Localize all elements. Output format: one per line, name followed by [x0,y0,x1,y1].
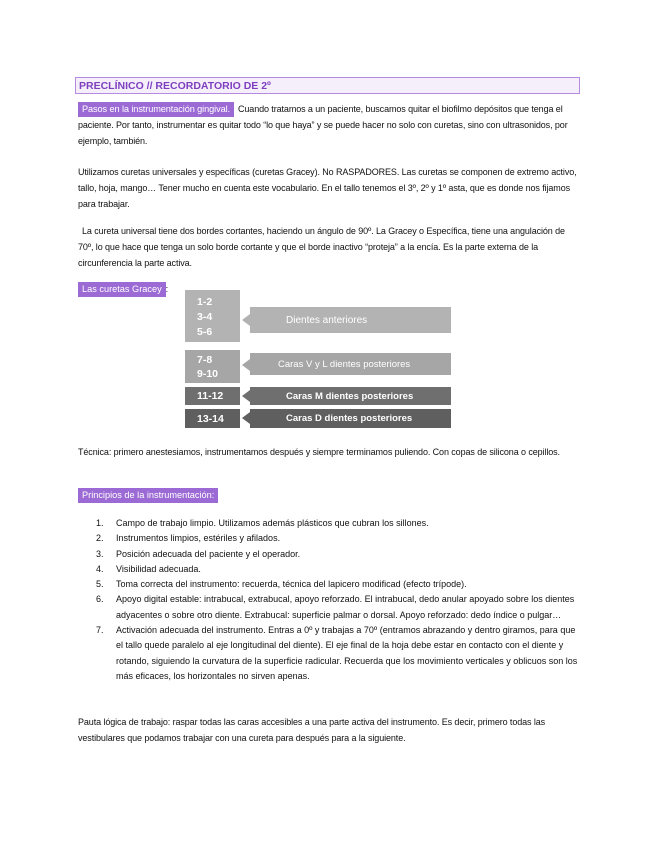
principios-heading [78,488,222,503]
list-item-text: Campo de trabajo limpio. Utilizamos además plásticos que cubran los sillones. [116,518,429,528]
gracey-number: 5-6 [197,326,213,338]
gracey-number: 1-2 [197,296,213,308]
list-item-text: Toma correcta del instrumento: recuerda, técnica del lapicero modificad (efecto trípode). [116,579,467,590]
list-item [96,562,580,577]
gracey-number: 9-10 [197,368,219,380]
gracey-number: 11-12 [197,390,224,402]
list-item [96,577,580,592]
arrow-left-icon [242,359,250,371]
gracey-diagram [185,290,451,430]
arrow-left-icon [242,314,250,326]
gracey-row-2-label: Caras V y L dientes posteriores [250,353,451,375]
paragraph-pauta: Pauta lógica de trabajo: raspar todas las caras accesibles a una parte activa del instrumento. Es decir, primero todas las vestibulares que podamos trabajar con una cureta para después para a la siguiente. [78,717,546,743]
section-tag-gracey: Las curetas Gracey [78,282,166,297]
list-item-text: Visibilidad adecuada. [116,563,201,574]
list-item-text: Instrumentos limpios, estériles y afilados. [116,533,281,544]
list-item-text: Posición adecuada del paciente y el operador. [116,548,301,559]
gracey-row-3-label: Caras M dientes posteriores [250,387,451,405]
gracey-row-3-numbers [185,389,239,403]
section1-text: Cuando tratamos a un paciente, buscamos quitar el biofilmo depósitos que tenga el paciente. Por tanto, instrumentar es quitar todo “lo que haya” y se puede hacer no solo con curetas, sino con ultrasonidos, por ejemplo, también. [78,104,568,146]
gracey-row-4-numbers [185,412,239,426]
list-item [96,623,580,684]
section-instrumentacion-gingival [78,101,580,149]
gracey-number: 13-14 [197,413,224,425]
principios-list [96,516,580,684]
paragraph-cureta-universal: La cureta universal tiene dos bordes cortantes, haciendo un ángulo de 90º. La Gracey o Específica, tiene una angulación de 70º, lo que hace que tenga un solo borde cortante y que el borde inactivo “proteja” a la encía. Es la parte externa de la circunferencia la parte activa. [78,226,565,268]
section-tag-principios: Principios de la instrumentación: [78,488,218,503]
gracey-row-2-numbers [185,353,239,381]
page-title: PRECLÍNICO // RECORDATORIO DE 2º [75,77,580,94]
paragraph-tecnica: Técnica: primero anestesiamos, instrumentamos después y siempre terminamos puliendo. Con copas de silicona o cepillos. [78,447,560,457]
gracey-heading [78,282,168,297]
section-tag-pasos: Pasos en la instrumentación gingival. [78,102,234,117]
list-item [96,547,580,562]
gracey-number: 3-4 [197,311,213,323]
list-item [96,592,580,623]
gracey-row-1-numbers [185,295,239,340]
gracey-colon: : [165,284,169,294]
gracey-row-1-label: Dientes anteriores [250,307,451,333]
list-item [96,531,580,546]
list-item-text: Activación adecuada del instrumento. Entras a 0º y trabajas a 70º (entramos abrazando y dentro giramos, para que el tallo quede paralelo al eje longitudinal del diente). El eje final de la hoja debe estar en contacto con el diente y rotando, siguiendo la curvatura de la superficie radicular. Recuerda que los movimiento verticales y oblicuos son los más eficaces, los horizontales no sirven apenas. [116,625,578,681]
arrow-left-icon [242,412,250,424]
list-item [96,516,580,531]
gracey-number: 7-8 [197,354,213,366]
list-item-text: Apoyo digital estable: intrabucal, extrabucal, apoyo reforzado. El intrabucal, dedo anular apoyado sobre los dientes adyacentes o sobre otro diente. Extrabucal: superficie palmar o dorsal. Apoyo reforzado: dedo índice o pulgar… [116,594,575,620]
paragraph-curetas: Utilizamos curetas universales y específicas (curetas Gracey). No RASPADORES. Las curetas se componen de extremo activo, tallo, hoja, mango… Tener mucho en cuenta este vocabulario. En el tallo tenemos el 3º, 2º y 1º asta, que es donde nos fijamos para trabajar. [78,167,577,209]
gracey-row-4-label: Caras D dientes posteriores [250,409,451,428]
arrow-left-icon [242,390,250,402]
